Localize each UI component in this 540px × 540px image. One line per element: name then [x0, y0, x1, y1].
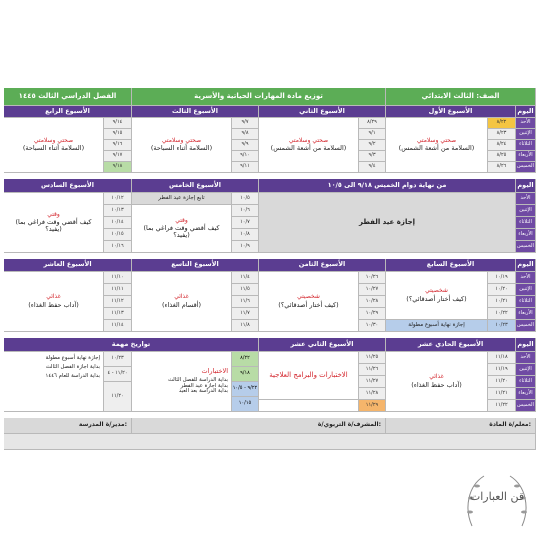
date-cell: ٨/٢٣ — [488, 129, 516, 140]
lesson-category: غذائي — [174, 293, 189, 301]
date-cell: ١١/٧ — [232, 308, 259, 320]
important-dates-list-b — [4, 352, 104, 412]
lesson-category: شخصيتي — [297, 293, 320, 301]
day-wednesday: الأربعاء — [516, 151, 536, 162]
date-cell: ١٠/٢٧ — [359, 284, 386, 296]
date-cell: ٩/٢ — [359, 140, 386, 151]
day-sunday: الأحد — [516, 193, 536, 205]
day-tuesday: الثلاثاء — [516, 140, 536, 151]
supervisor-signature-label: المشرف/ة التربوي/ة: — [132, 418, 386, 434]
lesson-week-6 — [4, 193, 104, 253]
date-cell: ١١/٥ — [232, 284, 259, 296]
date-cell: ٩/١١ — [232, 162, 259, 173]
week-11-header: الأسبوع الحادي عشر — [386, 338, 516, 352]
date-cell: ١١/٢٩ — [359, 400, 386, 412]
week-7-header: الأسبوع السابع — [386, 259, 516, 272]
date-cell: ٩/١٨ — [104, 162, 132, 173]
date-cell: ١٠/٢٦ — [359, 272, 386, 284]
important-date: ١٠/١٥ — [232, 397, 259, 412]
date-cell: ٩/١٥ — [104, 129, 132, 140]
date-cell: ١١/١٤ — [104, 320, 132, 332]
lesson-title: (السلامة من أشعة الشمس) — [270, 144, 347, 153]
important-date: ٨/٢٢ — [232, 352, 259, 367]
date-cell: ١٠/٧ — [232, 217, 259, 229]
date-cell: ١٠/٩ — [232, 241, 259, 253]
date-cell: ٩/١٦ — [104, 140, 132, 151]
week-10-header: الأسبوع العاشر — [4, 259, 132, 272]
day-tuesday: الثلاثاء — [516, 217, 536, 229]
lesson-title: (السلامة من أشعة الشمس) — [398, 144, 475, 153]
date-cell: ٨/٢٢ — [488, 118, 516, 129]
week-9-header: الأسبوع التاسع — [132, 259, 259, 272]
eid-return-note: تابع إجازة عيد الفطر — [132, 193, 232, 205]
eid-holiday-block: إجازة عيد الفطر — [259, 193, 516, 253]
lesson-week-12 — [259, 352, 359, 400]
lesson-title: (أقسام الغذاء) — [161, 300, 202, 309]
important-item: إجازة نهاية أسبوع مطولة — [45, 355, 100, 361]
lesson-week-11 — [386, 352, 488, 412]
lesson-category: وقتي — [47, 210, 60, 218]
date-cell: ١٠/٣٠ — [359, 320, 386, 332]
day-sunday: الأحد — [516, 118, 536, 129]
week-3-header: الأسبوع الثالث — [132, 106, 259, 118]
lesson-week-4 — [4, 118, 104, 173]
important-date: ١١/٢٠ — [104, 382, 132, 412]
date-cell: ١٠/٦ — [232, 205, 259, 217]
date-cell: ٩/١٠ — [232, 151, 259, 162]
day-wednesday: الأربعاء — [516, 308, 536, 320]
lesson-category: صحتي وسلامتي — [416, 136, 457, 144]
date-cell: ١١/٤ — [232, 272, 259, 284]
week-12-header: الأسبوع الثاني عشر — [259, 338, 386, 352]
lesson-week-9 — [132, 272, 232, 332]
date-cell: ١٠/١٢ — [104, 193, 132, 205]
date-cell: ١٠/١٩ — [488, 272, 516, 284]
grade-label: الصف: الثالث الابتدائي — [386, 88, 536, 106]
footer-spacer — [4, 434, 536, 450]
date-cell: ١٠/٢٣ — [488, 320, 516, 332]
brand-logo — [462, 468, 532, 534]
important-item: الاختبارات — [201, 366, 228, 375]
lesson-category: غذائي — [429, 373, 444, 381]
date-cell: ١٠/٥ — [232, 193, 259, 205]
important-item: بداية الدراسة للفصل الثالث — [167, 376, 228, 383]
important-date: ٩/١٨ — [232, 367, 259, 382]
principal-signature-label: مدير/ة المدرسة: — [4, 418, 132, 434]
week-1-header: الأسبوع الأول — [386, 106, 516, 118]
date-cell: ١٠/٨ — [232, 229, 259, 241]
date-cell: ٩/٧ — [232, 118, 259, 129]
lesson-week-5 — [132, 205, 232, 253]
day-thursday: الخميس — [516, 400, 536, 412]
day-thursday: الخميس — [516, 162, 536, 173]
date-cell: ١١/٢٦ — [359, 364, 386, 376]
date-cell: ٨/٢٤ — [488, 140, 516, 151]
logo-text: قن العبارات — [469, 490, 525, 503]
important-date: ٩/٢٢ - ١٠/٥ — [232, 382, 259, 397]
lesson-week-10 — [4, 272, 104, 332]
date-cell: ١٠/٢٠ — [488, 284, 516, 296]
lesson-title: (كيف أختار أصدقائي؟) — [406, 294, 467, 303]
week-8-header: الأسبوع الثامن — [259, 259, 386, 272]
date-cell: ١١/١٨ — [488, 352, 516, 364]
day-header: اليوم — [516, 259, 536, 272]
long-weekend-note: إجازة نهاية أسبوع مطولة — [386, 320, 488, 332]
important-item: بداية الدراسة للعام ١٤٤٦ — [45, 372, 100, 379]
eid-banner: من نهاية دوام الخميس ٩/١٨ الى ١٠/٥ — [259, 179, 516, 193]
lesson-category: صحتي وسلامتي — [33, 136, 74, 144]
date-cell: ١١/١٠ — [104, 272, 132, 284]
empty-cell — [259, 400, 359, 412]
date-cell: ٨/٢٥ — [488, 151, 516, 162]
day-monday: الإثنين — [516, 284, 536, 296]
day-thursday: الخميس — [516, 241, 536, 253]
date-cell: ١١/٢٠ — [488, 376, 516, 388]
date-cell: ١٠/٢٩ — [359, 308, 386, 320]
lesson-category: غذائي — [46, 293, 61, 301]
day-thursday: الخميس — [516, 320, 536, 332]
date-cell: ١١/٢٨ — [359, 388, 386, 400]
lesson-distribution-table — [4, 88, 536, 450]
day-monday: الإثنين — [516, 129, 536, 140]
lesson-title: (السلامة أثناء السباحة) — [150, 144, 213, 153]
day-sunday: الأحد — [516, 352, 536, 364]
lesson-title: (السلامة أثناء السباحة) — [22, 144, 85, 153]
important-item: بداية الدراسة بعد العيد — [178, 388, 228, 395]
lesson-week-1 — [386, 118, 488, 173]
date-cell: ١١/٨ — [232, 320, 259, 332]
lesson-week-2 — [259, 118, 359, 173]
week-4-header: الأسبوع الرابع — [4, 106, 132, 118]
lesson-category: صحتي وسلامتي — [288, 136, 329, 144]
date-cell: ١١/٢٢ — [488, 400, 516, 412]
week-6-header: الأسبوع السادس — [4, 179, 132, 193]
date-cell: ١١/١٢ — [104, 296, 132, 308]
day-wednesday: الأربعاء — [516, 229, 536, 241]
lesson-title: (كيف أقضي وقت فراغي بما يفيد؟) — [15, 218, 92, 234]
date-cell: ١٠/١٦ — [104, 241, 132, 253]
date-cell: ١١/٢٥ — [359, 352, 386, 364]
teacher-signature-label: معلم/ة المادة: — [386, 418, 536, 434]
lesson-week-3 — [132, 118, 232, 173]
lesson-title: (آداب حفظ الغذاء) — [411, 380, 462, 389]
date-cell: ١٠/١٣ — [104, 205, 132, 217]
week-5-header: الأسبوع الخامس — [132, 179, 259, 193]
date-cell: ٩/٩ — [232, 140, 259, 151]
date-cell: ١٠/٢١ — [488, 296, 516, 308]
day-header: اليوم — [516, 179, 536, 193]
date-cell: ١٠/٢٢ — [488, 308, 516, 320]
week-2-header: الأسبوع الثاني — [259, 106, 386, 118]
date-cell: ١١/٢٧ — [359, 376, 386, 388]
day-tuesday: الثلاثاء — [516, 376, 536, 388]
day-monday: الإثنين — [516, 364, 536, 376]
date-cell: ٨/٢٩ — [359, 118, 386, 129]
lesson-title: الاختبارات والبرامج العلاجية — [269, 370, 348, 379]
lesson-title: (كيف أقضي وقت فراغي بما يفيد؟) — [143, 224, 220, 240]
date-cell: ١٠/٢٨ — [359, 296, 386, 308]
lesson-week-8 — [259, 272, 359, 332]
date-cell: ٩/١٧ — [104, 151, 132, 162]
date-cell: ٩/١ — [359, 129, 386, 140]
date-cell: ١١/٢١ — [488, 388, 516, 400]
important-dates-header: تواريخ مهمة — [4, 338, 259, 352]
day-tuesday: الثلاثاء — [516, 296, 536, 308]
date-cell: ١١/٦ — [232, 296, 259, 308]
lesson-title: (آداب حفظ الغذاء) — [28, 300, 79, 309]
day-sunday: الأحد — [516, 272, 536, 284]
lesson-category: شخصيتي — [425, 287, 448, 295]
date-cell: ٩/٣ — [359, 151, 386, 162]
day-monday: الإثنين — [516, 205, 536, 217]
date-cell: ٨/٢٦ — [488, 162, 516, 173]
important-item: بداية اجازة الفصل الثالث — [45, 363, 100, 370]
lesson-category: وقتي — [175, 216, 188, 224]
date-cell: ١٠/١٤ — [104, 217, 132, 229]
date-cell: ١١/١١ — [104, 284, 132, 296]
lesson-category: صحتي وسلامتي — [161, 136, 202, 144]
date-cell: ١١/١٣ — [104, 308, 132, 320]
date-cell: ٩/٨ — [232, 129, 259, 140]
important-dates-list-a — [132, 352, 232, 412]
date-cell: ١١/١٩ — [488, 364, 516, 376]
lesson-week-7 — [386, 272, 488, 320]
day-header: اليوم — [516, 106, 536, 118]
important-date: ١٠/٢٣ — [104, 352, 132, 367]
term-label: الفصل الدراسي الثالث ١٤٤٥ — [4, 88, 132, 106]
subject-title: توزيع مادة المهارات الحياتية والأسرية — [132, 88, 386, 106]
day-header: اليوم — [516, 338, 536, 352]
important-date: ١١/٢٠ - ٤ — [104, 367, 132, 382]
lesson-title: (كيف أختار أصدقائي؟) — [278, 300, 339, 309]
date-cell: ١٠/١٥ — [104, 229, 132, 241]
date-cell: ٩/٤ — [359, 162, 386, 173]
date-cell: ٩/١٤ — [104, 118, 132, 129]
important-item: بداية اجازة عيد الفطر — [180, 382, 228, 389]
day-wednesday: الأربعاء — [516, 388, 536, 400]
